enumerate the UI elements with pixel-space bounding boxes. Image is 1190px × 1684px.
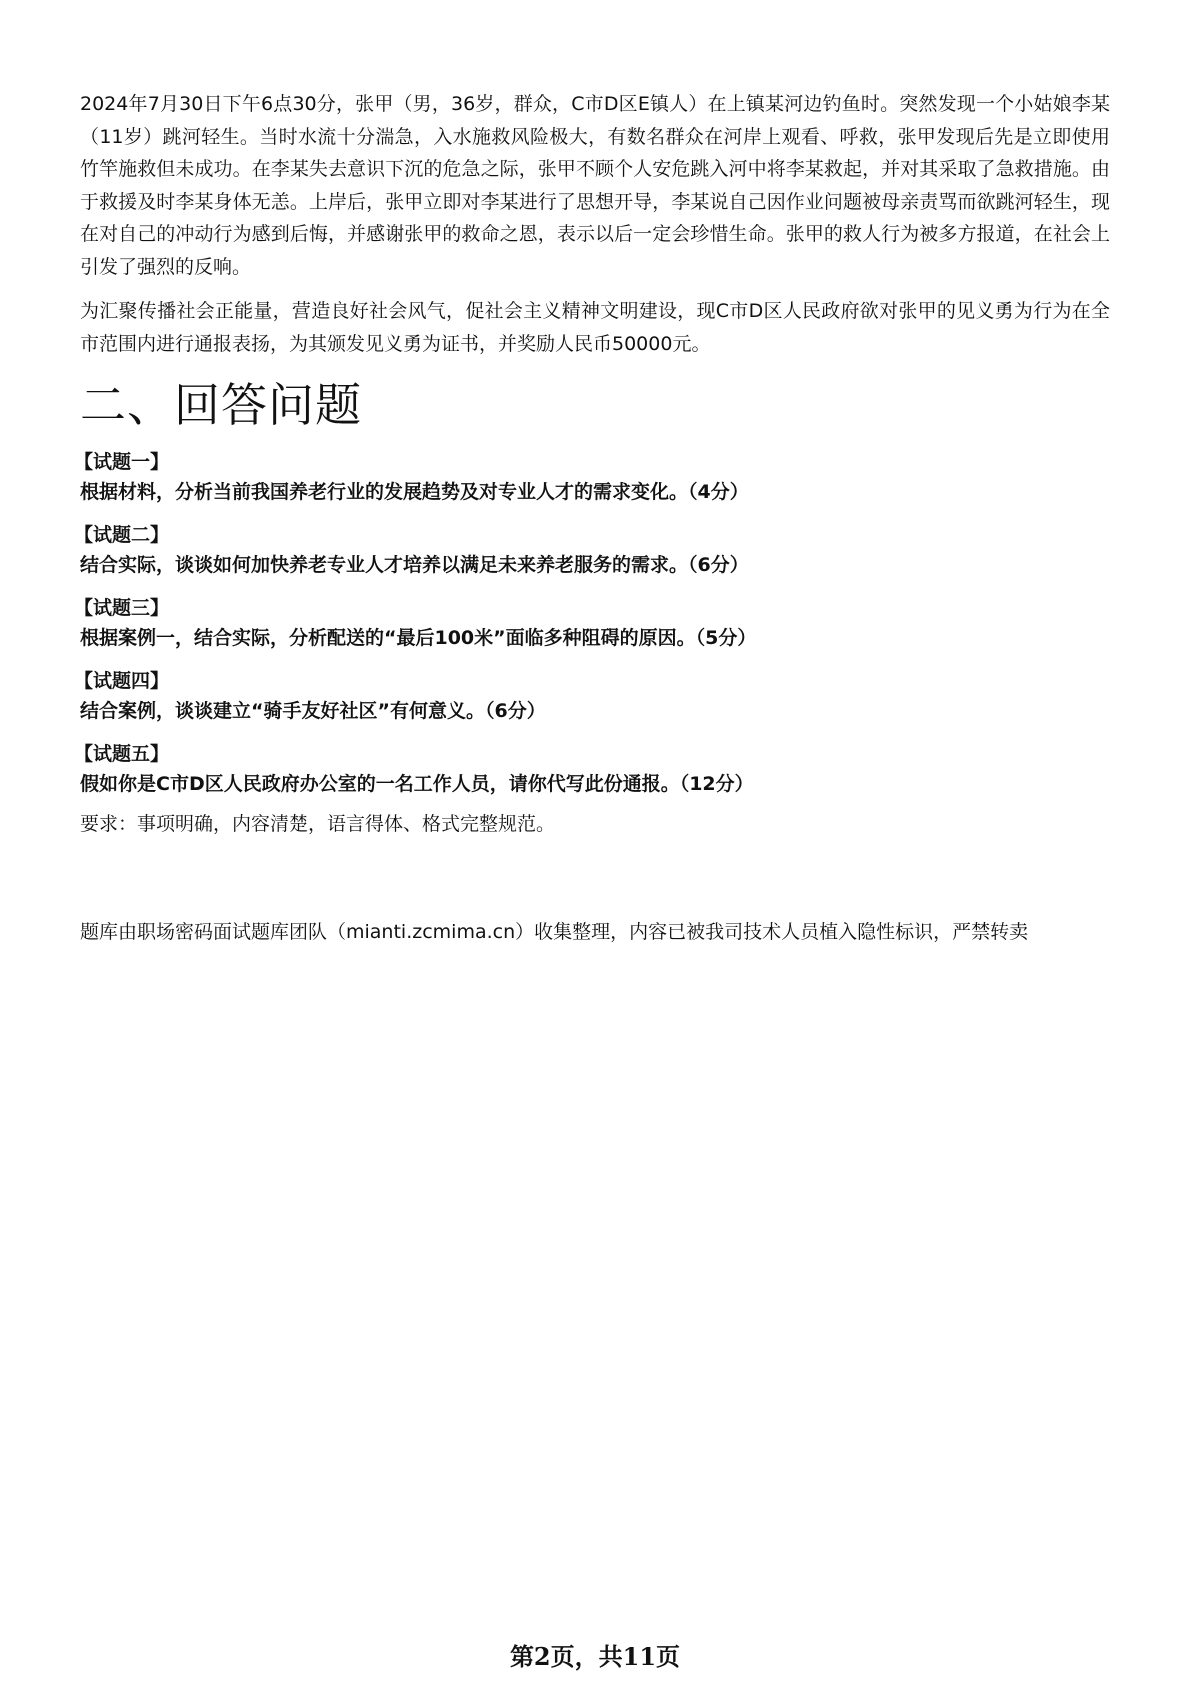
question-1 [74,448,1110,507]
question-text: 根据案例一，结合实际，分析配送的“最后100米”面临多种阻碍的原因。（5分） [80,627,757,649]
material-paragraph-2: 为汇聚传播社会正能量，营造良好社会风气，促社会主义精神文明建设，现C市D区人民政府欲对张甲的见义勇为行为在全市范围内进行通报表扬，为其颁发见义勇为证书，并奖励人民币50000元。 [80,300,1110,355]
question-tag: 【试题三】 [74,597,170,619]
question-2 [74,521,1110,580]
question-tag: 【试题五】 [74,743,170,765]
question-4 [74,667,1110,726]
document-body [74,88,1110,947]
question-text: 假如你是C市D区人民政府办公室的一名工作人员，请你代写此份通报。（12分） [80,773,754,795]
question-tag: 【试题二】 [74,524,170,546]
material-paragraph-1: 2024年7月30日下午6点30分，张甲（男，36岁，群众，C市D区E镇人）在上镇某河边钓鱼时。突然发现一个小姑娘李某（11岁）跳河轻生。当时水流十分湍急，入水施救风险极大，有数名群众在河岸上观看、呼救，张甲发现后先是立即使用竹竿施救但未成功。在李某失去意识下沉的危急之际，张甲不顾个人安危跳入河中将李某救起，并对其采取了急救措施。由于救援及时李某身体无恙。上岸后，张甲立即对李某进行了思想开导，李某说自己因作业问题被母亲责骂而欲跳河轻生，现在对自己的冲动行为感到后悔，并感谢张甲的救命之恩，表示以后一定会珍惜生命。张甲的救人行为被多方报道，在社会上引发了强烈的反响。 [80,93,1110,278]
question-tag: 【试题一】 [74,451,170,473]
question-text: 结合实际，谈谈如何加快养老专业人才培养以满足未来养老服务的需求。（6分） [80,554,749,576]
question-text: 结合案例，谈谈建立“骑手友好社区”有何意义。（6分） [80,700,546,722]
question-5 [74,740,1110,799]
requirement-text: 要求：事项明确，内容清楚，语言得体、格式完整规范。 [80,813,556,835]
question-tag: 【试题四】 [74,670,170,692]
question-3 [74,594,1110,653]
question-text: 根据材料，分析当前我国养老行业的发展趋势及对专业人才的需求变化。（4分） [80,481,749,503]
page-number: 第2页，共11页 [509,1642,681,1671]
footer-note: 题库由职场密码面试题库团队（mianti.zcmima.cn）收集整理，内容已被我司技术人员植入隐性标识，严禁转卖 [80,921,1029,943]
section-title: 二、回答问题 [80,378,362,432]
